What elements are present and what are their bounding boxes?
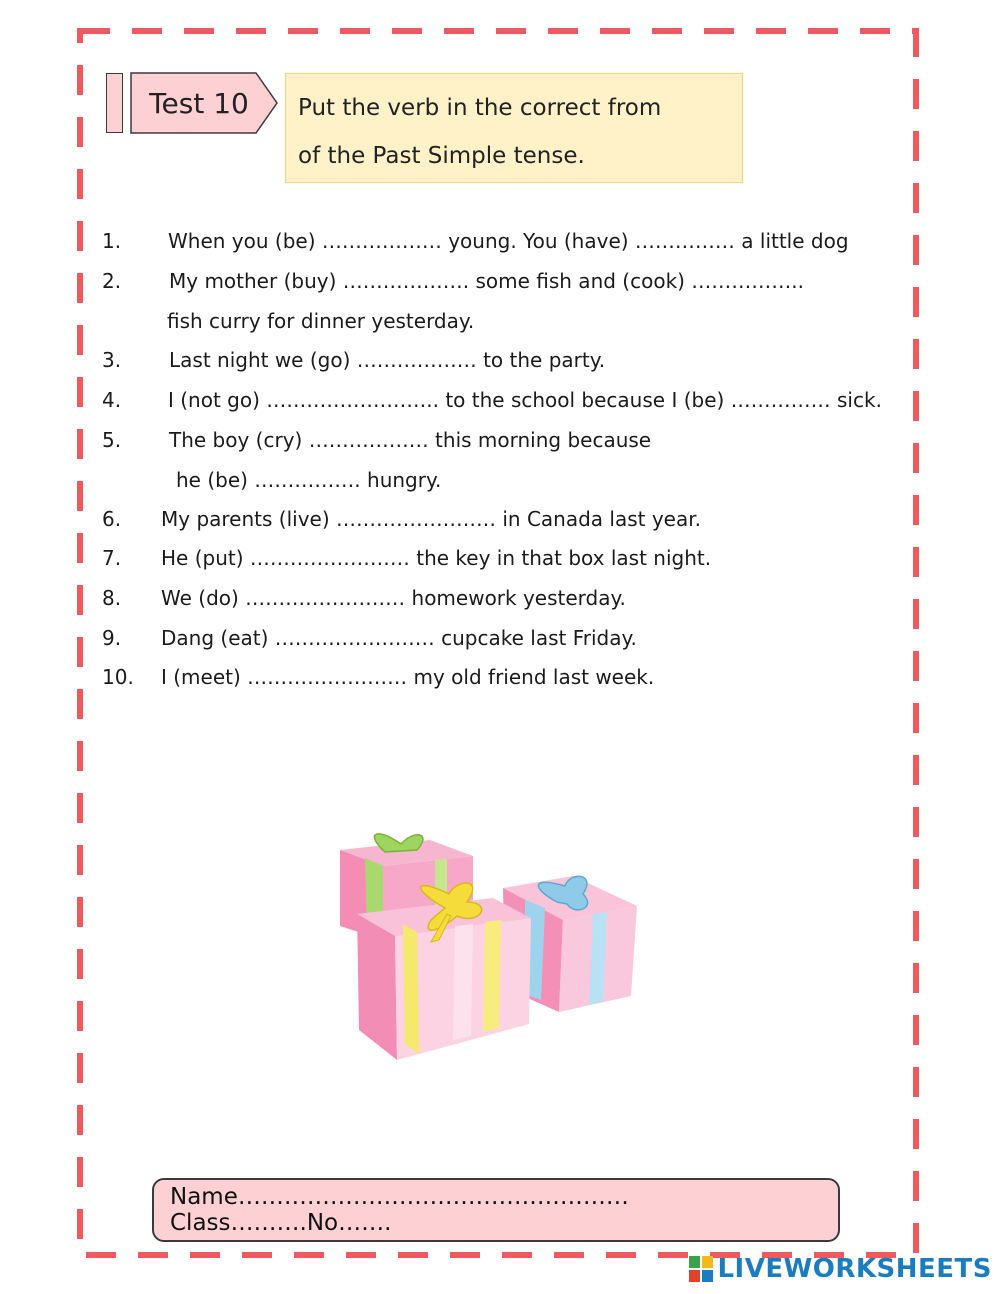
question-number: 9. (102, 626, 122, 650)
question-text: Last night we (go) ……………… to the party. (169, 348, 606, 372)
question-text: fish curry for dinner yesterday. (167, 309, 475, 333)
question-text: He (put) …………………… the key in that box last night. (161, 546, 712, 570)
name-class-number-text: Name……………………………………………Class……….No……. (170, 1184, 629, 1236)
question-number: 8. (102, 586, 122, 610)
instruction-box (285, 73, 743, 183)
instruction-line-2: of the Past Simple tense. (298, 143, 585, 169)
gift-boxes-illustration (335, 828, 640, 1063)
instruction-line-1: Put the verb in the correct from (298, 95, 662, 121)
question-number: 6. (102, 507, 122, 531)
liveworksheets-branding (689, 1252, 992, 1286)
question-text: When you (be) ……………… young. You (have) …………… a little dog (168, 229, 849, 253)
question-text: My parents (live) …………………… in Canada last year. (161, 507, 701, 531)
question-text: Dang (eat) …………………… cupcake last Friday. (161, 626, 637, 650)
question-number: 5. (102, 428, 122, 452)
brand-name: LIVEWORKSHEETS (717, 1254, 992, 1284)
question-number: 4. (102, 388, 122, 412)
tag-side-bar (106, 73, 123, 133)
question-number: 3. (102, 348, 122, 372)
question-number: 7. (102, 546, 122, 570)
question-text: We (do) …………………… homework yesterday. (161, 586, 626, 610)
question-text: My mother (buy) ………………. some fish and (cook) …………….. (169, 269, 805, 293)
name-class-number-box[interactable] (152, 1178, 840, 1242)
question-number: 2. (102, 269, 122, 293)
question-text: I (meet) …………………… my old friend last week. (161, 665, 655, 689)
liveworksheets-logo-icon (689, 1256, 713, 1282)
test-label: Test 10 (149, 86, 249, 120)
question-number: 10. (102, 665, 134, 689)
question-text: he (be) ……………. hungry. (176, 468, 442, 492)
question-number: 1. (102, 229, 122, 253)
question-text: I (not go) …………………….. to the school because I (be) …………… sick. (168, 388, 882, 412)
question-text: The boy (cry) ……………… this morning because (169, 428, 652, 452)
